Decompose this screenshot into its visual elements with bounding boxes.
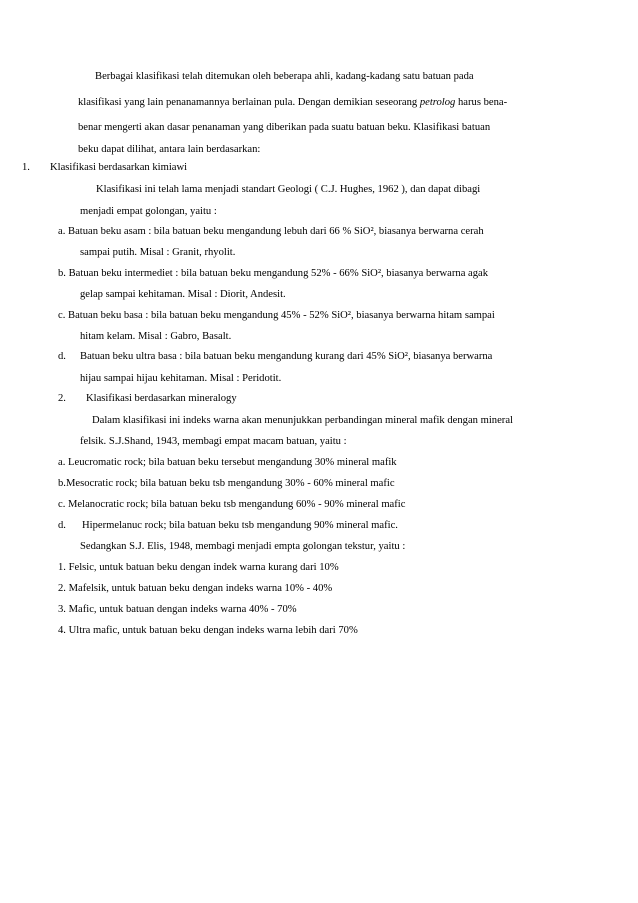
- list-item-text: Felsic, untuk batuan beku dengan indek warna kurang dari 10%: [68, 562, 339, 573]
- list-item-text: Mafic, untuk batuan dengan indeks warna 40% - 70%: [68, 604, 297, 615]
- list-marker: a.: [58, 457, 66, 468]
- chem-item-c-line-2: hitam kelam. Misal : Gabro, Basalt.: [80, 331, 232, 342]
- chem-item-b-line-2: gelap sampai kehitaman. Misal : Diorit, Andesit.: [80, 289, 286, 300]
- list-item-text: Mafelsik, untuk batuan beku dengan indeks warna 10% - 40%: [68, 583, 333, 594]
- list-marker: 2.: [58, 583, 66, 594]
- shand-item-a: [58, 456, 397, 470]
- list-item-text: Batuan beku asam : bila batuan beku mengandung lebuh dari 66 % SiO², biasanya berwarna cerah: [68, 226, 484, 237]
- chem-item-d-line-2: hijau sampai hijau kehitaman. Misal : Peridotit.: [80, 373, 282, 384]
- list-marker: 4.: [58, 625, 66, 636]
- ellis-line: Sedangkan S.J. Elis, 1948, membagi menjadi empta golongan tekstur, yaitu :: [80, 541, 406, 552]
- list-item-text: Batuan beku basa : bila batuan beku mengandung 45% - 52% SiO², biasanya berwarna hitam sampai: [68, 310, 495, 321]
- intro-line-2: [78, 96, 507, 110]
- intro-line-4: beku dapat dilihat, antara lain berdasarkan:: [78, 144, 261, 155]
- texture-item-1: [58, 561, 339, 575]
- list-marker: b.: [58, 478, 66, 489]
- intro-line-2-italic: petrolog: [419, 97, 456, 108]
- texture-item-2: [58, 582, 332, 596]
- intro-line-3: benar mengerti akan dasar penanaman yang diberikan pada suatu batuan beku. Klasifikasi batuan: [78, 122, 491, 133]
- list-marker: c.: [58, 499, 66, 510]
- section-1-number: 1.: [22, 162, 30, 173]
- chem-item-a: [58, 225, 484, 239]
- list-item-text: Melanocratic rock; bila batuan beku tsb mengandung 60% - 90% mineral mafic: [68, 499, 406, 510]
- section-2-para-line-2: felsik. S.J.Shand, 1943, membagi empat macam batuan, yaitu :: [80, 436, 347, 447]
- list-marker: b.: [58, 268, 66, 279]
- list-item-text: Leucromatic rock; bila batuan beku tersebut mengandung 30% mineral mafik: [68, 457, 397, 468]
- chem-item-a-line-2: sampai putih. Misal : Granit, rhyolit.: [80, 247, 236, 258]
- section-1-title: Klasifikasi berdasarkan kimiawi: [50, 162, 188, 173]
- chem-item-c: [58, 309, 495, 323]
- list-marker: a.: [58, 226, 66, 237]
- list-item-text: Mesocratic rock; bila batuan beku tsb mengandung 30% - 60% mineral mafic: [65, 478, 395, 489]
- shand-item-d-marker: d.: [58, 520, 66, 531]
- texture-item-4: [58, 624, 358, 638]
- section-2-para-line-1: Dalam klasifikasi ini indeks warna akan menunjukkan perbandingan mineral mafik dengan mineral: [92, 415, 513, 426]
- intro-line-2-post: harus bena-: [455, 97, 508, 108]
- section-1-para-line-2: menjadi empat golongan, yaitu :: [80, 206, 217, 217]
- chem-item-d: Batuan beku ultra basa : bila batuan beku mengandung kurang dari 45% SiO², biasanya berwarna: [80, 351, 493, 362]
- shand-item-d: Hipermelanuc rock; bila batuan beku tsb mengandung 90% mineral mafic.: [82, 520, 398, 531]
- chem-item-d-marker: d.: [58, 351, 66, 362]
- list-item-text: Batuan beku intermediet : bila batuan beku mengandung 52% - 66% SiO², biasanya berwarna agak: [68, 268, 489, 279]
- intro-line-1: Berbagai klasifikasi telah ditemukan oleh beberapa ahli, kadang-kadang satu batuan pada: [95, 71, 474, 82]
- chem-item-b: [58, 267, 488, 281]
- texture-item-3: [58, 603, 297, 617]
- section-2-title: Klasifikasi berdasarkan mineralogy: [86, 393, 237, 404]
- shand-item-b: [58, 477, 395, 491]
- list-item-text: Ultra mafic, untuk batuan beku dengan indeks warna lebih dari 70%: [68, 625, 358, 636]
- shand-item-c: [58, 498, 405, 512]
- list-marker: 1.: [58, 562, 66, 573]
- intro-line-2-pre: klasifikasi yang lain penanamannya berlainan pula. Dengan demikian seseorang: [78, 97, 420, 108]
- section-2-number: 2.: [58, 393, 66, 404]
- section-1-para-line-1: Klasifikasi ini telah lama menjadi standart Geologi ( C.J. Hughes, 1962 ), dan dapat dibagi: [96, 184, 481, 195]
- list-marker: c.: [58, 310, 66, 321]
- list-marker: 3.: [58, 604, 66, 615]
